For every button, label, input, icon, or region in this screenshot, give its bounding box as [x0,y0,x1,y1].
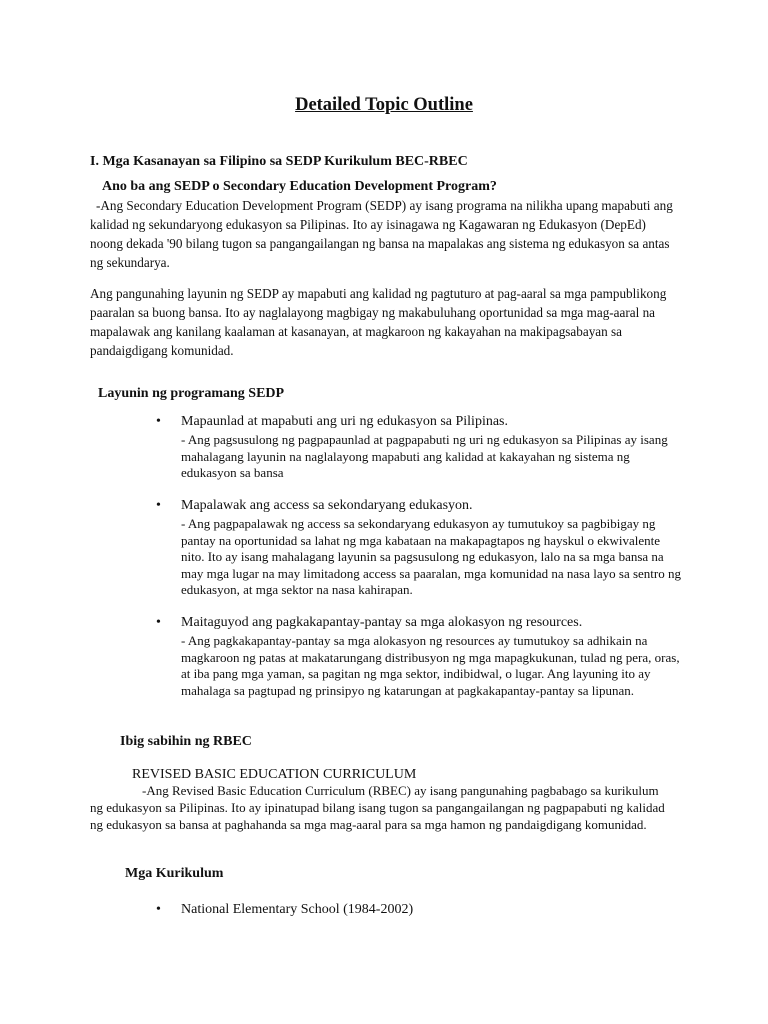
bullet-icon: • [156,615,161,630]
rbec-heading: Ibig sabihin ng RBEC [120,734,252,749]
layunin-item-desc: - Ang pagkakapantay-pantay sa mga alokasyon ng resources ay tumutukoy sa adhikain na magkaroon ng patas at makatarungang distribusyon ng mga mapagkukunan, tulad ng pera, oras, at iba pang mga yaman, sa pagitan ng mga sektor, indibidwal, o lugar. Ang layuning ito ay mahalaga sa pagtupad ng prinsipyo ng katarungan at pagkakapantay-pantay sa lipunan. [181,633,680,698]
sedp-paragraph-2 [90,284,680,360]
sedp-paragraph-1-text: -Ang Secondary Education Development Program (SEDP) ay isang programa na nilikha upang mapabuti ang kalidad ng sekundaryong edukasyon sa Pilipinas. Ito ay isinagawa ng Kagawaran ng Edukasyon (DepEd) noong dekada '90 bilang tugon sa pangangailangan ng bansa na mapalakas ang sistema ng edukasyon sa antas ng sekundarya. [90,198,673,270]
kurikulum-heading: Mga Kurikulum [125,866,224,881]
document-title: Detailed Topic Outline [295,95,473,115]
kurikulum-item-title: National Elementary School (1984-2002) [181,902,414,917]
layunin-item-desc: - Ang pagpapalawak ng access sa sekondaryang edukasyon ay tumutukoy sa pagbibigay ng pantay na oportunidad sa lahat ng mga kabataan na makapagtapos ng hayskul o ekwivalente nito. Ito ay isang mahalagang layunin sa pagsusulong ng edukasyon, lalo na sa mga bansa na may mga lugar na may limitadong access sa paaralan, mga komunidad na nasa layo sa sentro ng edukasyon, at mga sektor na nasa kahirapan. [181,516,681,597]
section-heading: I. Mga Kasanayan sa Filipino sa SEDP Kurikulum BEC-RBEC [90,154,468,169]
rbec-paragraph [90,782,670,833]
sedp-question-heading: Ano ba ang SEDP o Secondary Education Development Program? [102,179,497,194]
layunin-item-desc: - Ang pagsusulong ng pagpapaunlad at pagpapabuti ng uri ng edukasyon sa Pilipinas ay isang mahalagang layunin na naglalayong mapabuti ang kalidad at kakayahan ng sistema ng edukasyon sa bansa [181,432,668,480]
layunin-item-title: Mapalawak ang access sa sekondaryang edukasyon. [181,498,473,513]
rbec-subtitle: REVISED BASIC EDUCATION CURRICULUM [132,767,417,782]
layunin-item-title: Maitaguyod ang pagkakapantay-pantay sa mga alokasyon ng resources. [181,615,583,630]
sedp-paragraph-1 [90,196,680,272]
bullet-icon: • [156,498,161,513]
layunin-heading: Layunin ng programang SEDP [98,386,285,401]
layunin-item-title: Mapaunlad at mapabuti ang uri ng edukasyon sa Pilipinas. [181,414,508,429]
sedp-paragraph-2-text: Ang pangunahing layunin ng SEDP ay mapabuti ang kalidad ng pagtuturo at pag-aaral sa mga pampublikong paaralan sa buong bansa. Ito ay naglalayong magbigay ng makabuluhang oportunidad sa mga mag-aaral na mapalawak ang kanilang kaalaman at kasanayan, at magkaroon ng kakayahan na makipagsabayan sa pandaigdigang komunidad. [90,286,667,358]
bullet-icon: • [156,902,161,917]
rbec-paragraph-text: -Ang Revised Basic Education Curriculum (RBEC) ay isang pangunahing pagbabago sa kurikulum ng edukasyon sa Pilipinas. Ito ay ipinatupad bilang isang tugon sa pangangailangan ng pagpapabuti ng kalidad ng edukasyon sa bansa at paghahanda sa mga mag-aaral para sa mga hamon ng pandaigdigang komunidad. [90,783,665,832]
bullet-icon: • [156,414,161,429]
